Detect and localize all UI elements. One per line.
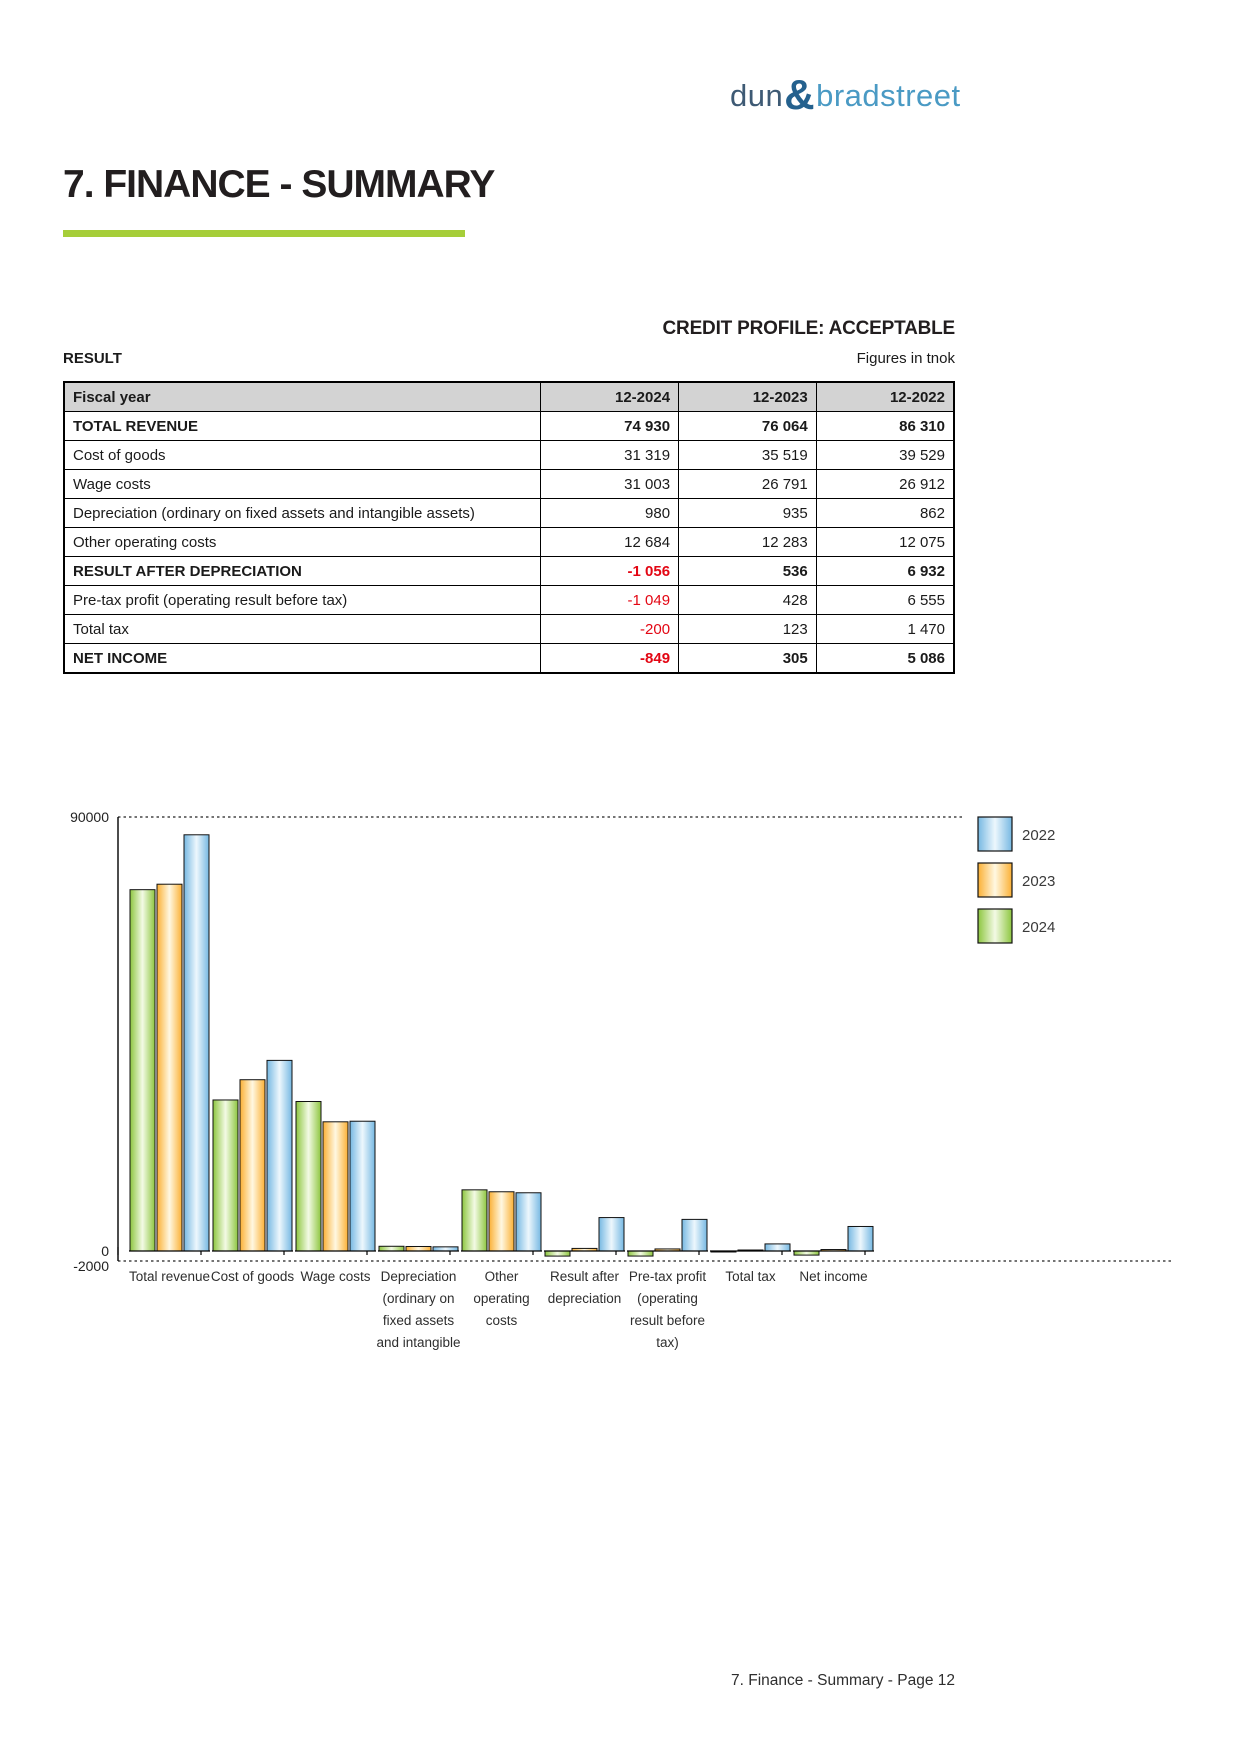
logo-word-bradstreet: bradstreet [816,78,961,113]
row-value: 12 075 [816,528,954,557]
table-row [64,615,954,644]
col-header-label: Fiscal year [64,382,541,412]
result-table-body [64,412,954,674]
header-row [64,382,954,412]
row-value: 428 [679,586,817,615]
row-value: 12 283 [679,528,817,557]
y-tick-0: 0 [101,1243,109,1259]
legend-swatch-2023 [978,863,1012,897]
table-caption-row [63,350,955,367]
legend-label-2024: 2024 [1022,919,1056,936]
result-table-header [64,382,954,412]
table-row [64,644,954,674]
row-value: 305 [679,644,817,674]
row-value: 862 [816,499,954,528]
bar-2023-0 [157,884,182,1251]
y-tick-minus2000: -2000 [73,1258,109,1274]
x-axis-label: Total tax [725,1269,776,1284]
bar-2024-5 [545,1251,570,1256]
legend-swatch-2022 [978,817,1012,851]
row-value: -200 [541,615,679,644]
row-label: Wage costs [64,470,541,499]
row-value: -1 056 [541,557,679,586]
x-axis-label: Total revenue [128,1269,211,1284]
bar-2022-6 [682,1219,707,1251]
row-value: 26 791 [679,470,817,499]
credit-profile-heading: CREDIT PROFILE: ACCEPTABLE [662,318,955,339]
col-header-12-2024: 12-2024 [541,382,679,412]
bar-2024-0 [130,890,155,1251]
row-value: 39 529 [816,441,954,470]
logo-ampersand-icon: & [784,71,816,118]
col-header-12-2022: 12-2022 [816,382,954,412]
row-value: 35 519 [679,441,817,470]
result-table [63,381,955,674]
bar-2024-3 [379,1246,404,1251]
row-label: TOTAL REVENUE [64,412,541,441]
row-value: 5 086 [816,644,954,674]
row-label: Pre-tax profit (operating result before tax) [64,586,541,615]
y-tick-90000: 90000 [70,809,109,825]
logo-word-dun: dun [730,78,784,113]
dun-bradstreet-logo [730,68,961,116]
bar-2022-2 [350,1121,375,1251]
bar-2024-6 [628,1251,653,1256]
bar-2024-2 [296,1101,321,1251]
row-value: 935 [679,499,817,528]
x-axis-label: Result after depreciation [547,1269,622,1306]
row-label: Total tax [64,615,541,644]
row-value: 31 319 [541,441,679,470]
row-value: -1 049 [541,586,679,615]
page-footer: 7. Finance - Summary - Page 12 [731,1672,955,1689]
x-axis-label: Depreciation (ordinary on fixed assets and intangible [376,1269,461,1350]
row-value: 980 [541,499,679,528]
row-value: 123 [679,615,817,644]
row-value: 76 064 [679,412,817,441]
title-accent-rule [63,230,465,237]
bar-2022-4 [516,1193,541,1251]
row-value: 74 930 [541,412,679,441]
legend-swatch-2024 [978,909,1012,943]
legend-label-2022: 2022 [1022,827,1056,844]
bar-2023-1 [240,1080,265,1251]
legend-label-2023: 2023 [1022,873,1056,890]
bar-2023-3 [406,1246,431,1251]
bar-2023-4 [489,1192,514,1251]
finance-bar-chart [60,705,1180,1385]
x-axis-label: Other operating costs [473,1269,530,1328]
table-row [64,412,954,441]
row-value: 6 555 [816,586,954,615]
bar-2024-4 [462,1190,487,1251]
row-value: 86 310 [816,412,954,441]
row-value: 26 912 [816,470,954,499]
row-label: Depreciation (ordinary on fixed assets and intangible assets) [64,499,541,528]
bar-2022-7 [765,1244,790,1251]
x-axis-label: Pre-tax profit (operating result before tax) [628,1269,707,1350]
row-value: 31 003 [541,470,679,499]
page-title: 7. FINANCE - SUMMARY [63,163,495,206]
x-axis-label: Wage costs [300,1269,371,1284]
table-row [64,557,954,586]
bar-2022-8 [848,1226,873,1251]
x-axis-label: Net income [799,1269,868,1284]
table-row [64,586,954,615]
bar-2022-0 [184,835,209,1251]
row-value: 1 470 [816,615,954,644]
table-row [64,470,954,499]
row-label: Other operating costs [64,528,541,557]
row-label: NET INCOME [64,644,541,674]
col-header-12-2023: 12-2023 [679,382,817,412]
row-label: RESULT AFTER DEPRECIATION [64,557,541,586]
table-row [64,528,954,557]
bar-2023-2 [323,1122,348,1251]
chart-container [60,705,1180,1390]
table-row [64,441,954,470]
bar-2024-1 [213,1100,238,1251]
row-value: 12 684 [541,528,679,557]
figures-unit-note: Figures in tnok [856,350,955,367]
section-label: RESULT [63,350,122,367]
x-axis-label: Cost of goods [210,1269,295,1284]
bar-2022-5 [599,1218,624,1251]
row-value: 6 932 [816,557,954,586]
table-row [64,499,954,528]
row-value: 536 [679,557,817,586]
row-value: -849 [541,644,679,674]
row-label: Cost of goods [64,441,541,470]
bar-2022-1 [267,1060,292,1251]
